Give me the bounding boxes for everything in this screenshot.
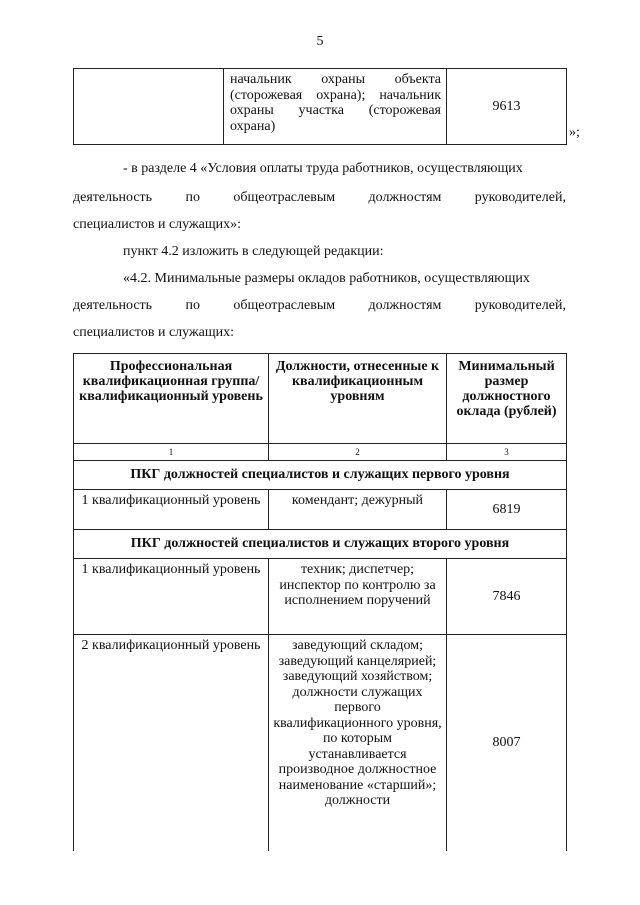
paragraph-line: пункт 4.2 изложить в следующей редакции: [123,244,384,259]
table-row [74,490,567,530]
position-line: (сторожевая охрана); начальник [230,87,441,103]
level-cell: 1 квалификационный уровень [74,559,269,635]
paragraph-line: специалистов и служащих»: [73,217,242,232]
group-title: ПКГ должностей специалистов и служащих первого уровня [74,461,567,490]
column-number-row [74,444,567,461]
paragraph-line-justified [73,298,566,314]
paragraph-line: - в разделе 4 «Условия оплаты труда работников, осуществляющих [123,161,523,176]
level-cell: 1 квалификационный уровень [74,490,269,530]
page-number: 5 [316,34,324,49]
word: должностям [368,298,442,313]
group-title: ПКГ должностей специалистов и служащих второго уровня [74,530,567,559]
word: общеотраслевым [233,298,336,313]
paragraph-line-justified [73,190,566,206]
continuation-table [73,68,567,145]
closing-quote: »; [569,125,580,140]
header-cell: Профессиональная квалификационная группа/ квалификационный уровень [74,354,269,444]
header-cell: Минимальный размер должностного оклада (рублей) [447,354,567,444]
column-number: 3 [447,444,567,461]
header-cell: Должности, отнесенные к квалификационным уровням [269,354,447,444]
positions-cell: заведующий складом; заведующий канцелярией; заведующий хозяйством; должности служащих первого квалификационного уровня, по которым устанавливается производное должностное наименование «старший»; должности [269,635,447,851]
positions-cell: комендант; дежурный [269,490,447,530]
word: по [185,298,200,313]
paragraph-line: специалистов и служащих: [73,325,235,340]
group-row [74,461,567,490]
word: руководителей, [474,190,566,205]
word: деятельность [73,190,153,205]
column-number: 2 [269,444,447,461]
word: деятельность [73,298,153,313]
table-row [74,559,567,635]
column-number: 1 [74,444,269,461]
empty-cell [74,69,224,145]
salary-cell: 6819 [447,490,567,530]
word: по [185,190,200,205]
salary-cell: 8007 [447,635,567,851]
group-row [74,530,567,559]
paragraph-line: «4.2. Минимальные размеры окладов работников, осуществляющих [123,271,530,286]
positions-cell: техник; диспетчер; инспектор по контролю за исполнением поручений [269,559,447,635]
position-line: начальник охраны объекта [230,72,441,87]
word: общеотраслевым [233,190,336,205]
position-cell [224,69,447,145]
salary-cell: 9613 [447,69,567,145]
position-line: охраны участка (сторожевая [230,103,441,118]
word: руководителей, [474,298,566,313]
position-line: охрана) [230,118,276,134]
salary-table [73,353,567,851]
table-header-row [74,354,567,444]
salary-cell: 7846 [447,559,567,635]
word: должностям [368,190,442,205]
table-row [74,635,567,851]
level-cell: 2 квалификационный уровень [74,635,269,851]
